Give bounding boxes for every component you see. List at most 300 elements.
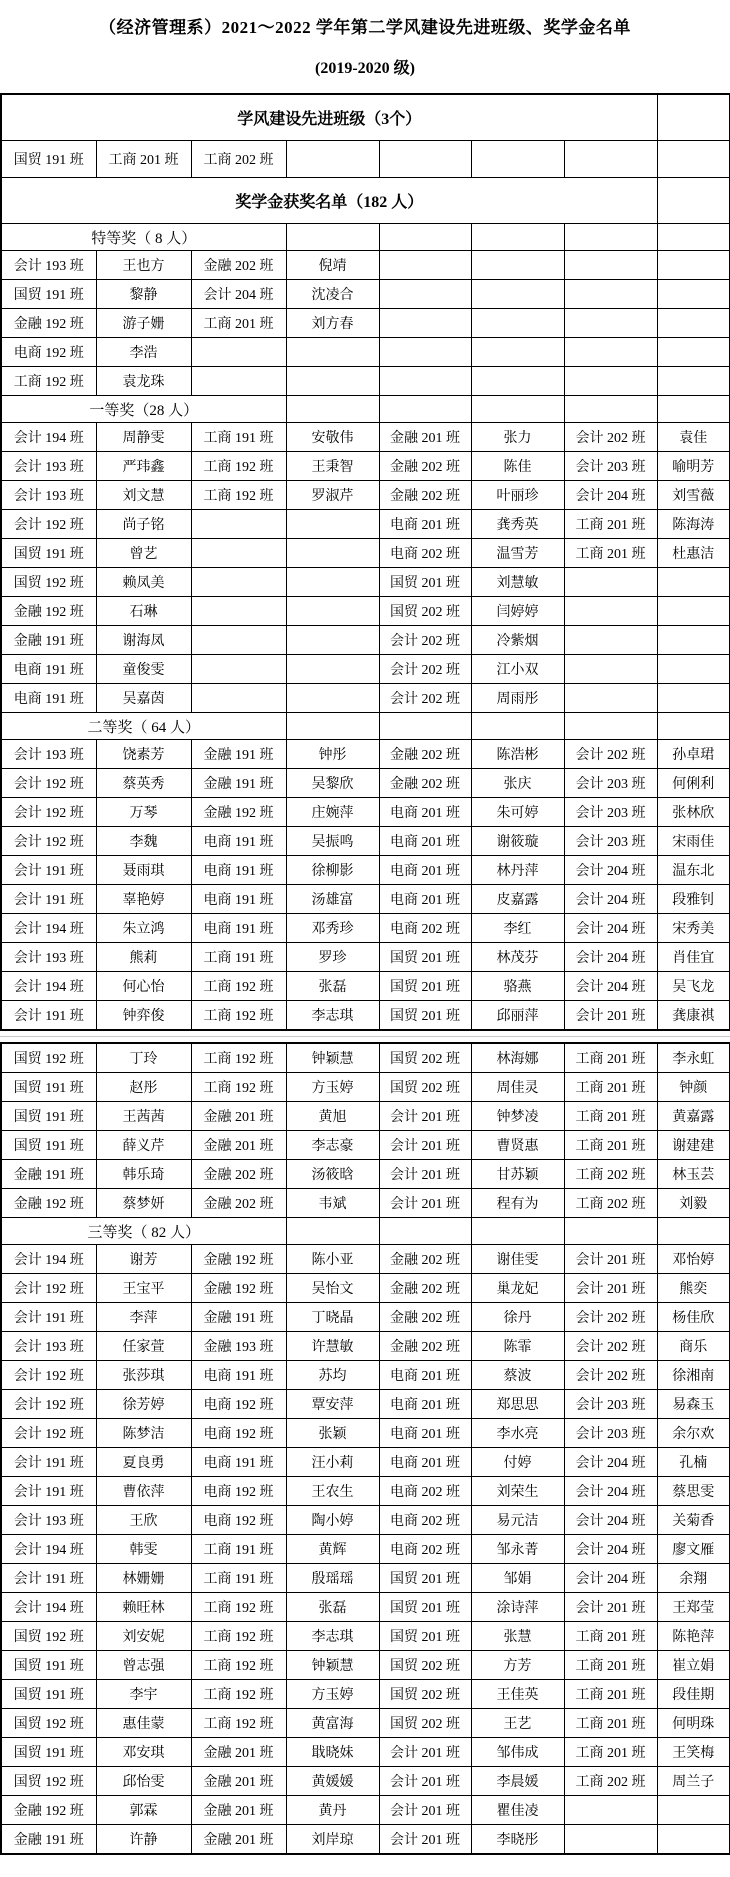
document-title-line1: （经济管理系）2021～2022 学年第二学风建设先进班级、奖学金名单 (99, 18, 631, 37)
class-cell: 工商 192 班 (191, 452, 286, 481)
class-cell: 会计 193 班 (1, 251, 96, 280)
empty-cell (564, 251, 657, 280)
student-name-cell: 杨佳欣 (657, 1303, 730, 1332)
student-name-cell: 王宝平 (96, 1274, 191, 1303)
empty-cell (286, 1218, 379, 1245)
table-row (1, 481, 730, 510)
student-name-cell: 汪小莉 (286, 1448, 379, 1477)
student-name-cell: 李晨媛 (471, 1767, 564, 1796)
class-cell: 电商 201 班 (379, 827, 471, 856)
table-row (1, 684, 730, 713)
class-cell: 会计 191 班 (1, 1564, 96, 1593)
student-name-cell: 张慧 (471, 1622, 564, 1651)
student-name-cell: 杜惠洁 (657, 539, 730, 568)
class-cell: 电商 191 班 (191, 1448, 286, 1477)
empty-cell (286, 597, 379, 626)
student-name-cell: 倪靖 (286, 251, 379, 280)
student-name-cell: 黄富海 (286, 1709, 379, 1738)
class-cell: 金融 191 班 (1, 1825, 96, 1855)
class-cell: 会计 203 班 (564, 1419, 657, 1448)
class-cell: 会计 201 班 (379, 1825, 471, 1855)
student-name-cell: 陈佳 (471, 452, 564, 481)
student-name-cell: 刘安妮 (96, 1622, 191, 1651)
class-cell: 电商 201 班 (379, 1390, 471, 1419)
table-row (1, 856, 730, 885)
student-name-cell: 王佳英 (471, 1680, 564, 1709)
table-row (1, 1825, 730, 1855)
student-name-cell: 李志琪 (286, 1622, 379, 1651)
class-cell: 国贸 191 班 (1, 141, 96, 178)
class-cell: 工商 192 班 (191, 1043, 286, 1073)
student-name-cell: 殷瑶瑶 (286, 1564, 379, 1593)
student-name-cell: 易森玉 (657, 1390, 730, 1419)
class-cell: 国贸 201 班 (379, 1622, 471, 1651)
student-name-cell: 邹娟 (471, 1564, 564, 1593)
class-cell: 会计 201 班 (564, 1001, 657, 1031)
empty-cell (657, 1218, 730, 1245)
table-row (1, 769, 730, 798)
table-row (1, 1274, 730, 1303)
class-cell: 会计 204 班 (564, 1477, 657, 1506)
student-name-cell: 周静雯 (96, 423, 191, 452)
empty-cell (657, 626, 730, 655)
table-row (1, 1680, 730, 1709)
empty-cell (657, 1825, 730, 1855)
empty-cell (657, 309, 730, 338)
student-name-cell: 张磊 (286, 972, 379, 1001)
award-tier-label: 三等奖（ 82 人） (1, 1218, 286, 1245)
class-cell: 电商 192 班 (1, 338, 96, 367)
class-cell: 会计 201 班 (379, 1767, 471, 1796)
awards-table-page-2 (0, 1042, 730, 1855)
student-name-cell: 罗珍 (286, 943, 379, 972)
student-name-cell: 陈梦洁 (96, 1419, 191, 1448)
empty-cell (191, 568, 286, 597)
class-cell: 国贸 191 班 (1, 280, 96, 309)
table-row (1, 510, 730, 539)
student-name-cell: 程有为 (471, 1189, 564, 1218)
class-cell: 国贸 202 班 (379, 1680, 471, 1709)
student-name-cell: 丁玲 (96, 1043, 191, 1073)
table-row (1, 309, 730, 338)
student-name-cell: 谢芳 (96, 1245, 191, 1274)
class-cell: 会计 202 班 (564, 1361, 657, 1390)
class-cell: 金融 201 班 (191, 1825, 286, 1855)
student-name-cell: 韩雯 (96, 1535, 191, 1564)
class-cell: 会计 203 班 (564, 769, 657, 798)
table-row (1, 713, 730, 740)
student-name-cell: 汤筱晗 (286, 1160, 379, 1189)
class-cell: 会计 193 班 (1, 740, 96, 769)
class-cell: 金融 202 班 (379, 1303, 471, 1332)
student-name-cell: 黄媛媛 (286, 1767, 379, 1796)
table-row (1, 1218, 730, 1245)
class-cell: 电商 192 班 (191, 1390, 286, 1419)
table-row (1, 597, 730, 626)
class-cell: 工商 201 班 (564, 1680, 657, 1709)
student-name-cell: 工商 201 班 (96, 141, 191, 178)
student-name-cell: 朱可婷 (471, 798, 564, 827)
empty-cell (564, 396, 657, 423)
table-row (1, 224, 730, 251)
page-break (0, 1031, 730, 1042)
student-name-cell: 李红 (471, 914, 564, 943)
student-name-cell: 覃安萍 (286, 1390, 379, 1419)
student-name-cell: 丁晓晶 (286, 1303, 379, 1332)
student-name-cell: 黄旭 (286, 1102, 379, 1131)
student-name-cell: 辜艳婷 (96, 885, 191, 914)
student-name-cell: 周佳灵 (471, 1073, 564, 1102)
class-cell: 国贸 191 班 (1, 1131, 96, 1160)
class-cell: 工商 201 班 (564, 1073, 657, 1102)
class-cell: 电商 191 班 (1, 655, 96, 684)
class-cell: 电商 191 班 (191, 827, 286, 856)
class-cell: 电商 202 班 (379, 1535, 471, 1564)
student-name-cell: 叶丽珍 (471, 481, 564, 510)
student-name-cell: 付婷 (471, 1448, 564, 1477)
awards-table-page-1 (0, 93, 730, 1031)
class-cell: 国贸 192 班 (1, 1043, 96, 1073)
empty-cell (379, 1218, 471, 1245)
student-name-cell: 李水亮 (471, 1419, 564, 1448)
tables-container (0, 93, 730, 1855)
class-cell: 会计 201 班 (379, 1738, 471, 1767)
class-cell: 会计 192 班 (1, 769, 96, 798)
empty-cell (657, 280, 730, 309)
student-name-cell: 李浩 (96, 338, 191, 367)
empty-cell (379, 309, 471, 338)
table-row (1, 885, 730, 914)
student-name-cell: 孔楠 (657, 1448, 730, 1477)
student-name-cell: 刘岸琼 (286, 1825, 379, 1855)
student-name-cell: 庄婉萍 (286, 798, 379, 827)
class-cell: 金融 191 班 (1, 1160, 96, 1189)
student-name-cell: 刘荣生 (471, 1477, 564, 1506)
table-row (1, 1043, 730, 1073)
student-name-cell: 罗淑芹 (286, 481, 379, 510)
empty-cell (471, 367, 564, 396)
empty-cell (657, 224, 730, 251)
student-name-cell: 袁佳 (657, 423, 730, 452)
student-name-cell: 关菊香 (657, 1506, 730, 1535)
class-cell: 国贸 191 班 (1, 1102, 96, 1131)
class-cell: 会计 194 班 (1, 423, 96, 452)
table-row (1, 280, 730, 309)
class-cell: 金融 191 班 (191, 1303, 286, 1332)
class-cell: 国贸 191 班 (1, 1680, 96, 1709)
class-cell: 国贸 202 班 (379, 1043, 471, 1073)
table-row (1, 568, 730, 597)
empty-cell (657, 655, 730, 684)
class-cell: 会计 191 班 (1, 856, 96, 885)
empty-cell (286, 713, 379, 740)
student-name-cell: 熊莉 (96, 943, 191, 972)
empty-cell (657, 713, 730, 740)
empty-cell (564, 1796, 657, 1825)
student-name-cell: 余尔欢 (657, 1419, 730, 1448)
student-name-cell: 龚秀英 (471, 510, 564, 539)
class-cell: 国贸 192 班 (1, 568, 96, 597)
class-cell: 国贸 191 班 (1, 1073, 96, 1102)
class-cell: 会计 201 班 (564, 1274, 657, 1303)
table-row (1, 178, 730, 224)
student-name-cell: 温东北 (657, 856, 730, 885)
class-cell: 电商 191 班 (191, 914, 286, 943)
empty-cell (564, 1825, 657, 1855)
empty-cell (379, 280, 471, 309)
class-cell: 工商 192 班 (191, 1680, 286, 1709)
student-name-cell: 邓安琪 (96, 1738, 191, 1767)
class-cell: 电商 191 班 (191, 1361, 286, 1390)
student-name-cell: 易元洁 (471, 1506, 564, 1535)
empty-cell (471, 251, 564, 280)
class-cell: 电商 201 班 (379, 1419, 471, 1448)
student-name-cell: 张力 (471, 423, 564, 452)
table-row (1, 914, 730, 943)
class-cell: 工商 202 班 (564, 1767, 657, 1796)
student-name-cell: 石琳 (96, 597, 191, 626)
student-name-cell: 龚康祺 (657, 1001, 730, 1031)
class-cell: 会计 204 班 (564, 481, 657, 510)
class-cell: 电商 201 班 (379, 798, 471, 827)
empty-cell (191, 597, 286, 626)
class-cell: 工商 192 班 (191, 972, 286, 1001)
student-name-cell: 陈艳萍 (657, 1622, 730, 1651)
student-name-cell: 陶小婷 (286, 1506, 379, 1535)
student-name-cell: 任家萱 (96, 1332, 191, 1361)
class-cell: 国贸 201 班 (379, 1564, 471, 1593)
student-name-cell: 林玉芸 (657, 1160, 730, 1189)
empty-cell (657, 94, 730, 141)
student-name-cell: 蔡梦妍 (96, 1189, 191, 1218)
empty-cell (286, 224, 379, 251)
class-cell: 金融 192 班 (191, 1245, 286, 1274)
student-name-cell: 王艺 (471, 1709, 564, 1738)
class-cell: 会计 203 班 (564, 798, 657, 827)
class-cell: 电商 191 班 (191, 885, 286, 914)
class-cell: 会计 201 班 (379, 1796, 471, 1825)
student-name-cell: 肖佳宜 (657, 943, 730, 972)
student-name-cell: 蔡思雯 (657, 1477, 730, 1506)
student-name-cell: 徐湘南 (657, 1361, 730, 1390)
class-cell: 会计 204 班 (564, 885, 657, 914)
table-row (1, 251, 730, 280)
class-cell: 会计 204 班 (564, 1506, 657, 1535)
class-cell: 金融 191 班 (1, 626, 96, 655)
table-row (1, 1477, 730, 1506)
student-name-cell: 刘毅 (657, 1189, 730, 1218)
student-name-cell: 涂诗萍 (471, 1593, 564, 1622)
class-cell: 会计 202 班 (564, 1332, 657, 1361)
student-name-cell: 方玉婷 (286, 1073, 379, 1102)
student-name-cell: 饶素芳 (96, 740, 191, 769)
class-cell: 会计 204 班 (564, 856, 657, 885)
student-name-cell: 张莎琪 (96, 1361, 191, 1390)
table-row (1, 338, 730, 367)
class-cell: 工商 192 班 (191, 481, 286, 510)
student-name-cell: 赖旺林 (96, 1593, 191, 1622)
student-name-cell: 张林欣 (657, 798, 730, 827)
student-name-cell: 朱立鸿 (96, 914, 191, 943)
empty-cell (657, 367, 730, 396)
student-name-cell: 刘方春 (286, 309, 379, 338)
student-name-cell: 李宇 (96, 1680, 191, 1709)
table-row (1, 1767, 730, 1796)
empty-cell (564, 626, 657, 655)
class-cell: 会计 201 班 (564, 1245, 657, 1274)
class-cell: 金融 202 班 (379, 1274, 471, 1303)
student-name-cell: 吴嘉茵 (96, 684, 191, 713)
student-name-cell: 薛义芹 (96, 1131, 191, 1160)
class-cell: 工商 201 班 (564, 539, 657, 568)
empty-cell (379, 251, 471, 280)
class-cell: 国贸 202 班 (379, 597, 471, 626)
table-row (1, 972, 730, 1001)
empty-cell (379, 338, 471, 367)
empty-cell (564, 280, 657, 309)
student-name-cell: 严玮鑫 (96, 452, 191, 481)
student-name-cell: 刘文慧 (96, 481, 191, 510)
empty-cell (191, 626, 286, 655)
class-cell: 电商 192 班 (191, 1477, 286, 1506)
student-name-cell: 夏良勇 (96, 1448, 191, 1477)
class-cell: 工商 191 班 (191, 943, 286, 972)
student-name-cell: 林丹萍 (471, 856, 564, 885)
class-cell: 会计 201 班 (564, 1593, 657, 1622)
class-cell: 金融 201 班 (191, 1131, 286, 1160)
class-cell: 电商 192 班 (191, 1419, 286, 1448)
student-name-cell: 赖凤美 (96, 568, 191, 597)
class-cell: 工商 202 班 (191, 141, 286, 178)
class-cell: 会计 194 班 (1, 1245, 96, 1274)
student-name-cell: 陈霏 (471, 1332, 564, 1361)
student-name-cell: 黄嘉露 (657, 1102, 730, 1131)
empty-cell (379, 396, 471, 423)
class-cell: 金融 201 班 (191, 1796, 286, 1825)
student-name-cell: 段雅钊 (657, 885, 730, 914)
student-name-cell: 谢建建 (657, 1131, 730, 1160)
class-cell: 会计 191 班 (1, 1477, 96, 1506)
table-banner-label: 奖学金获奖名单（182 人） (1, 178, 657, 224)
student-name-cell: 李晓彤 (471, 1825, 564, 1855)
table-row (1, 1332, 730, 1361)
student-name-cell: 谢海凤 (96, 626, 191, 655)
table-row (1, 1073, 730, 1102)
class-cell: 会计 192 班 (1, 827, 96, 856)
class-cell: 电商 201 班 (379, 1448, 471, 1477)
empty-cell (191, 367, 286, 396)
table-row (1, 1102, 730, 1131)
table-row (1, 1390, 730, 1419)
table-row (1, 1506, 730, 1535)
class-cell: 会计 192 班 (1, 510, 96, 539)
student-name-cell: 商乐 (657, 1332, 730, 1361)
class-cell: 金融 201 班 (191, 1102, 286, 1131)
empty-cell (379, 713, 471, 740)
table-banner-label: 学风建设先进班级（3个） (1, 94, 657, 141)
student-name-cell: 王欣 (96, 1506, 191, 1535)
class-cell: 会计 204 班 (564, 972, 657, 1001)
student-name-cell: 徐芳婷 (96, 1390, 191, 1419)
student-name-cell: 邱怡雯 (96, 1767, 191, 1796)
empty-cell (191, 655, 286, 684)
class-cell: 工商 201 班 (564, 1651, 657, 1680)
student-name-cell: 惠佳蒙 (96, 1709, 191, 1738)
class-cell: 国贸 201 班 (379, 1001, 471, 1031)
table-row (1, 1535, 730, 1564)
class-cell: 电商 201 班 (379, 1361, 471, 1390)
empty-cell (379, 224, 471, 251)
class-cell: 电商 201 班 (379, 885, 471, 914)
class-cell: 会计 191 班 (1, 885, 96, 914)
class-cell: 会计 202 班 (564, 740, 657, 769)
class-cell: 电商 202 班 (379, 539, 471, 568)
class-cell: 电商 202 班 (379, 1506, 471, 1535)
class-cell: 会计 202 班 (379, 684, 471, 713)
class-cell: 会计 201 班 (379, 1102, 471, 1131)
award-tier-label: 一等奖（28 人） (1, 396, 286, 423)
table-row (1, 740, 730, 769)
class-cell: 金融 202 班 (379, 452, 471, 481)
empty-cell (657, 597, 730, 626)
student-name-cell: 黄丹 (286, 1796, 379, 1825)
table-row (1, 1651, 730, 1680)
student-name-cell: 曾艺 (96, 539, 191, 568)
class-cell: 会计 201 班 (379, 1131, 471, 1160)
class-cell: 会计 192 班 (1, 1390, 96, 1419)
class-cell: 工商 201 班 (564, 510, 657, 539)
class-cell: 金融 192 班 (1, 309, 96, 338)
student-name-cell: 皮嘉露 (471, 885, 564, 914)
student-name-cell: 余翔 (657, 1564, 730, 1593)
class-cell: 会计 193 班 (1, 481, 96, 510)
student-name-cell: 冷紫烟 (471, 626, 564, 655)
class-cell: 国贸 201 班 (379, 568, 471, 597)
class-cell: 金融 201 班 (191, 1767, 286, 1796)
class-cell: 金融 192 班 (1, 1189, 96, 1218)
class-cell: 金融 202 班 (191, 1189, 286, 1218)
empty-cell (286, 655, 379, 684)
empty-cell (471, 338, 564, 367)
table-row (1, 827, 730, 856)
empty-cell (191, 684, 286, 713)
empty-cell (471, 224, 564, 251)
class-cell: 工商 192 班 (1, 367, 96, 396)
empty-cell (286, 539, 379, 568)
student-name-cell: 何明珠 (657, 1709, 730, 1738)
class-cell: 金融 202 班 (379, 1332, 471, 1361)
student-name-cell: 宋雨佳 (657, 827, 730, 856)
class-cell: 金融 201 班 (191, 1738, 286, 1767)
student-name-cell: 陈小亚 (286, 1245, 379, 1274)
empty-cell (286, 396, 379, 423)
class-cell: 国贸 201 班 (379, 972, 471, 1001)
student-name-cell: 袁龙珠 (96, 367, 191, 396)
class-cell: 会计 203 班 (564, 1390, 657, 1419)
class-cell: 国贸 202 班 (379, 1709, 471, 1738)
student-name-cell: 瞿佳凌 (471, 1796, 564, 1825)
page-break-line (0, 1036, 730, 1037)
student-name-cell: 邱丽萍 (471, 1001, 564, 1031)
table-row (1, 396, 730, 423)
student-name-cell: 谢筱璇 (471, 827, 564, 856)
table-row (1, 1131, 730, 1160)
empty-cell (471, 309, 564, 338)
class-cell: 工商 201 班 (564, 1043, 657, 1073)
class-cell: 会计 204 班 (191, 280, 286, 309)
empty-cell (564, 713, 657, 740)
class-cell: 电商 201 班 (379, 510, 471, 539)
